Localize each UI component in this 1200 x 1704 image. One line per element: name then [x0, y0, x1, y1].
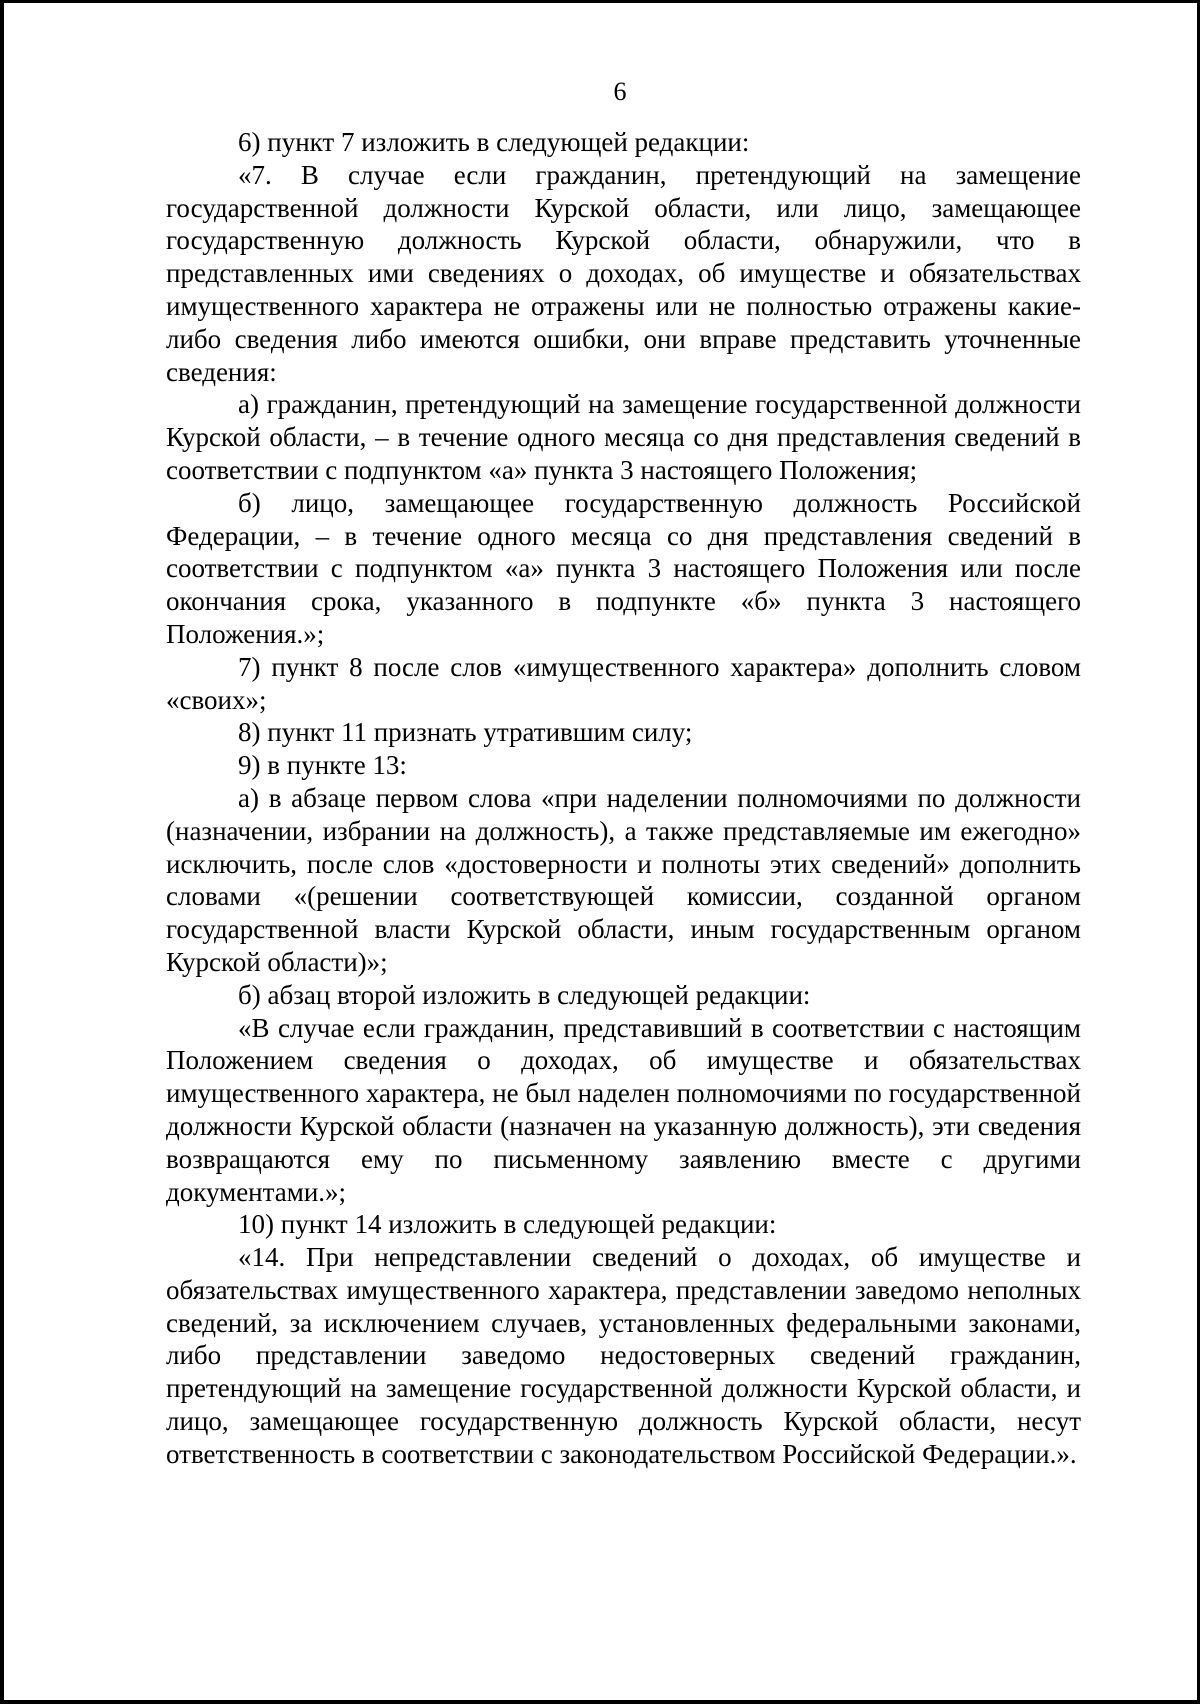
paragraph-item-10: 10) пункт 14 изложить в следующей редакции:	[238, 1209, 777, 1240]
scan-border-bottom	[0, 1700, 1200, 1704]
paragraph-subpoint-b: б) лицо, замещающее государственную должность Российской Федерации, – в течение одного месяца со дня представления сведений в соответствии с подпунктом «а» пункта 3 настоящего Положения или после окончания срока, указанного в подпункте «б» пункта 3 настоящего Положения.»;	[166, 487, 1081, 649]
paragraph-point-7-text: «7. В случае если гражданин, претендующий на замещение государственной должности Курской области, или лицо, замещающее государственную должность Курской области, обнаружили, что в представленных ими сведениях о доходах, об имуществе и обязательствах имущественного характера не отражены или не полностью отражены какие-либо сведения либо имеются ошибки, они вправе представить уточненные сведения:	[166, 159, 1081, 387]
paragraph-item-9-a: а) в абзаце первом слова «при наделении полномочиями по должности (назначении, избрании на должность), а также представляемые им ежегодно» исключить, после слов «достоверности и полноты этих сведений» дополнить словами «(решении соответствующей комиссии, созданной органом государственной власти Курской области, иным государственным органом Курской области)»;	[166, 782, 1081, 977]
paragraph-item-7: 7) пункт 8 после слов «имущественного характера» дополнить словом «своих»;	[166, 651, 1081, 715]
scan-border-top	[0, 0, 1200, 3]
paragraph-item-8: 8) пункт 11 признать утратившим силу;	[238, 717, 693, 748]
scan-border-left	[0, 0, 4, 1704]
paragraph-item-6: 6) пункт 7 изложить в следующей редакции:	[238, 127, 750, 157]
paragraph-point-14-text: «14. При непредставлении сведений о доходах, об имуществе и обязательствах имущественного характера, представлении заведомо неполных сведений, за исключением случаев, установленных федеральными законами, либо представлении заведомо недостоверных сведений гражданин, претендующий на замещение государственной должности Курской области, и лицо, замещающее государственную должность Курской области, несут ответственность в соответствии с законодательством Российской Федерации.».	[166, 1242, 1081, 1469]
paragraph-subpoint-a: а) гражданин, претендующий на замещение государственной должности Курской области, – в течение одного месяца со дня представления сведений в соответствии с подпунктом «а» пункта 3 настоящего Положения;	[166, 389, 1081, 485]
document-body	[166, 126, 1081, 1471]
page-number: 6	[613, 77, 627, 106]
paragraph-item-9-b: б) абзац второй изложить в следующей редакции:	[238, 979, 811, 1010]
paragraph-item-9-b-text: «В случае если гражданин, представивший в соответствии с настоящим Положением сведения о доходах, об имуществе и обязательствах имущественного характера, не был наделен полномочиями по государственной должности Курской области (назначен на указанную должность), эти сведения возвращаются ему по письменному заявлению вместе с другими документами.»;	[166, 1012, 1081, 1207]
paragraph-item-9: 9) в пункте 13:	[238, 750, 407, 781]
